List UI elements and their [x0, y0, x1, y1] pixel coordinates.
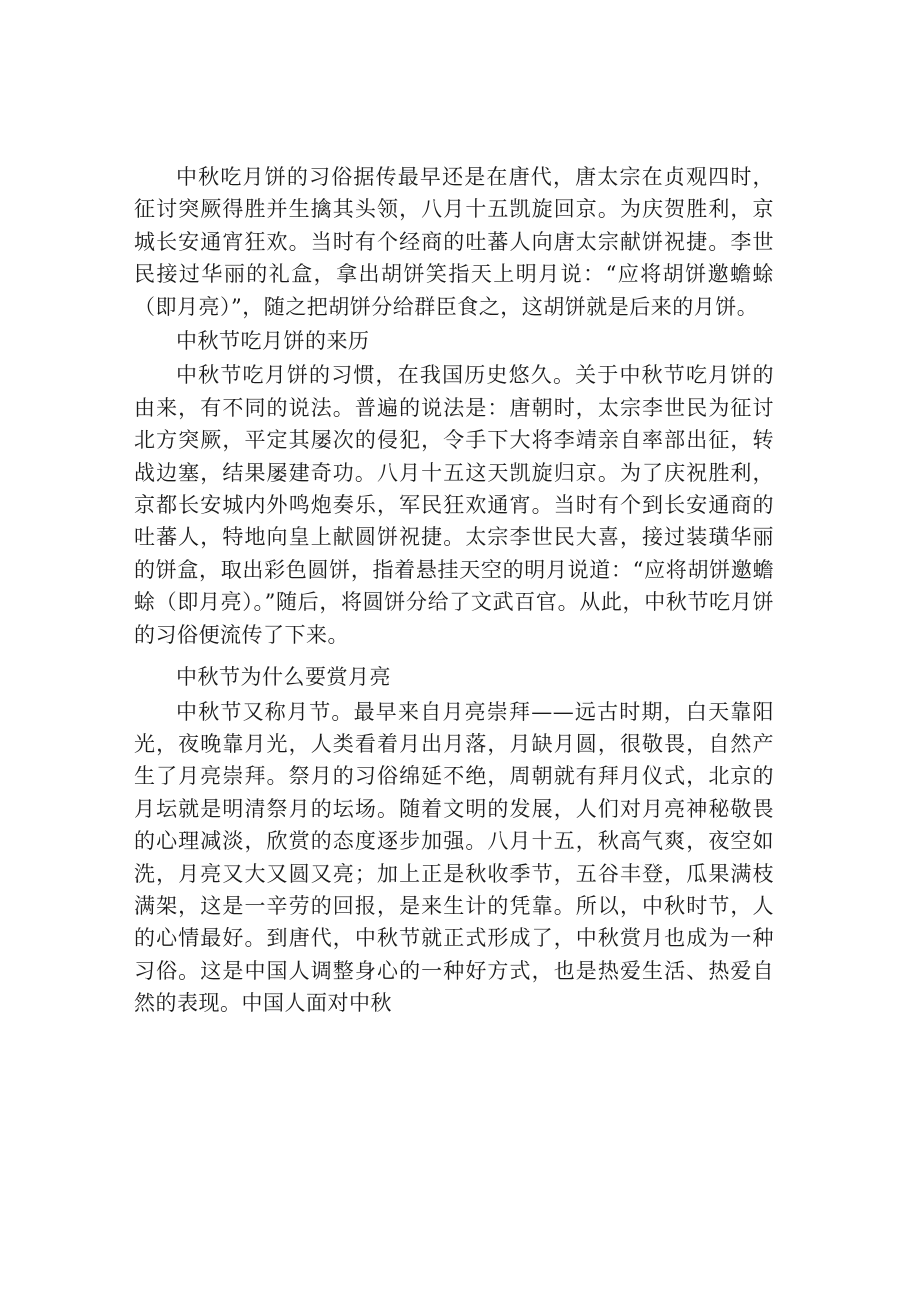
heading-mooncake-origin: 中秋节吃月饼的来历: [176, 329, 370, 354]
document-body: [134, 161, 774, 1020]
paragraph-moon-viewing: 中秋节又称月节。最早来自月亮崇拜——远古时期，白天靠阳光，夜晚靠月光，人类看着月出月落，月缺月圆，很敬畏，自然产生了月亮崇拜。祭月的习俗绵延不绝，周朝就有拜月仪式，北京的月坛就是明清祭月的坛场。随着文明的发展，人们对月亮神秘敬畏的心理减淡，欣赏的态度逐步加强。八月十五，秋高气爽，夜空如洗，月亮又大又圆又亮；加上正是秋收季节，五谷丰登，瓜果满枝满架，这是一辛劳的回报，是来生计的凭靠。所以，中秋时节，人的心情最好。到唐代，中秋节就正式形成了，中秋赏月也成为一种习俗。这是中国人调整身心的一种好方式，也是热爱生活、热爱自然的表现。中国人面对中秋: [134, 699, 774, 1016]
paragraph-tang-origin: 中秋吃月饼的习俗据传最早还是在唐代，唐太宗在贞观四时，征讨突厥得胜并生擒其头领，八月十五凯旋回京。为庆贺胜利，京城长安通宵狂欢。当时有个经商的吐蕃人向唐太宗献饼祝捷。李世民接过华丽的礼盒，拿出胡饼笑指天上明月说：“应将胡饼邀蟾蜍（即月亮）”，随之把胡饼分给群臣食之，这胡饼就是后来的月饼。: [134, 165, 774, 319]
paragraph-spacer: [134, 651, 774, 659]
paragraph-mooncake-history: 中秋节吃月饼的习惯，在我国历史悠久。关于中秋节吃月饼的由来，有不同的说法。普遍的说法是：唐朝时，太宗李世民为征讨北方突厥，平定其屡次的侵犯，令手下大将李靖亲自率部出征，转战边塞，结果屡建奇功。八月十五这天凯旋归京。为了庆祝胜利，京都长安城内外鸣炮奏乐，军民狂欢通宵。当时有个到长安通商的吐蕃人，特地向皇上献圆饼祝捷。太宗李世民大喜，接过装璜华丽的饼盒，取出彩色圆饼，指着悬挂天空的明月说道：“应将胡饼邀蟾蜍（即月亮）。”随后，将圆饼分给了文武百官。从此，中秋节吃月饼的习俗便流传了下来。: [134, 363, 774, 647]
heading-moon-viewing: 中秋节为什么要赏月亮: [176, 665, 391, 690]
